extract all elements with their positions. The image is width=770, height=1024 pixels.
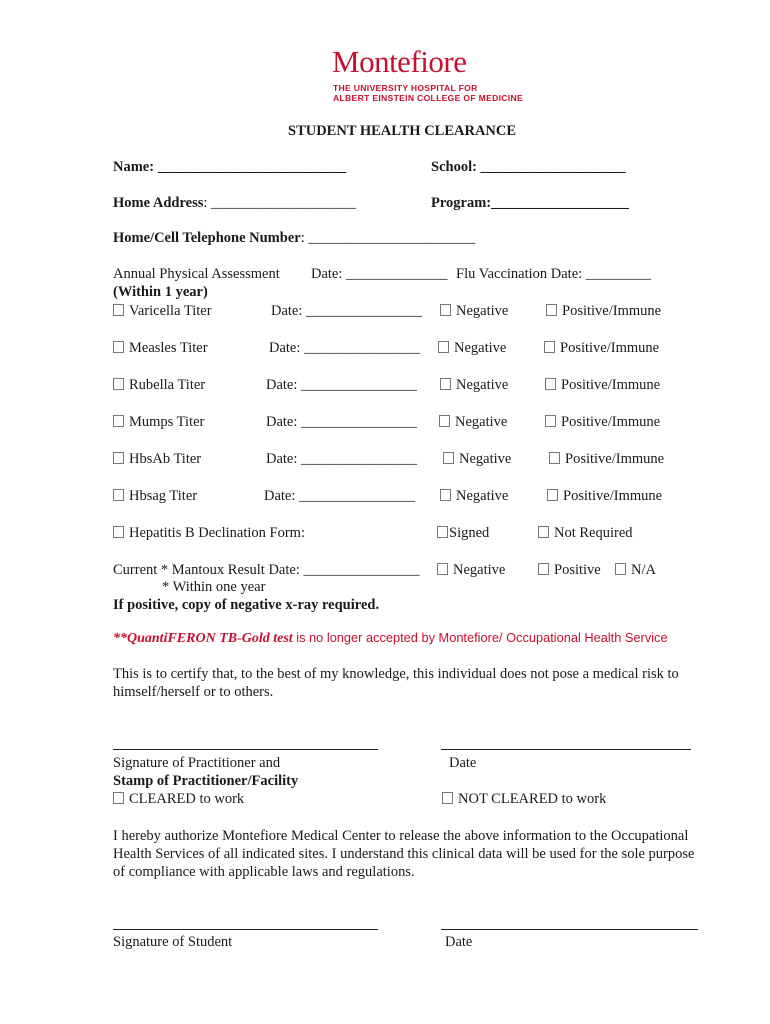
not-cleared-label: NOT CLEARED to work [458, 791, 607, 807]
practitioner-signature-line[interactable] [113, 749, 378, 750]
cleared-option[interactable] [113, 791, 244, 808]
titer-date-field[interactable]: Date: ________________ [266, 451, 418, 467]
checkbox-icon[interactable] [440, 304, 451, 316]
checkbox-icon[interactable] [440, 489, 451, 501]
titer-name: Hbsag Titer [129, 488, 198, 504]
name-field[interactable]: Name: __________________________ [113, 159, 347, 175]
na-label: N/A [631, 562, 656, 578]
titer-row-hbsag [113, 488, 197, 505]
not-required-label: Not Required [554, 525, 633, 541]
signed-option[interactable] [437, 525, 489, 542]
signed-label: Signed [449, 525, 490, 541]
negative-option[interactable] [440, 488, 508, 505]
student-date-line[interactable] [441, 929, 698, 930]
student-signature-line[interactable] [113, 929, 378, 930]
physical-assessment-label: Annual Physical Assessment [113, 266, 280, 282]
negative-option[interactable] [439, 414, 507, 431]
flu-vaccination-field[interactable]: Flu Vaccination Date: _________ [456, 266, 652, 282]
titer-row-hbsab [113, 451, 201, 468]
hepb-label-text: Hepatitis B Declination Form: [129, 525, 305, 541]
checkbox-icon[interactable] [615, 563, 626, 575]
checkbox-icon[interactable] [438, 341, 449, 353]
phone-blank: : _______________________ [300, 230, 476, 246]
mantoux-positive-option[interactable] [538, 562, 601, 579]
checkbox-icon[interactable] [546, 304, 557, 316]
phone-field[interactable] [113, 230, 475, 247]
student-date-label: Date [445, 934, 473, 950]
student-signature-label: Signature of Student [113, 934, 233, 950]
titer-row-measles [113, 340, 208, 357]
titer-name: Measles Titer [129, 340, 208, 356]
positive-label: Positive/Immune [560, 340, 660, 356]
checkbox-icon[interactable] [113, 304, 124, 316]
checkbox-icon[interactable] [113, 415, 124, 427]
mantoux-na-option[interactable] [615, 562, 656, 579]
titer-date-field[interactable]: Date: ________________ [266, 377, 418, 393]
checkbox-icon[interactable] [113, 452, 124, 464]
titer-row-mumps [113, 414, 204, 431]
logo-wordmark: Montefiore [332, 44, 467, 79]
checkbox-icon[interactable] [113, 341, 124, 353]
titer-date-field[interactable]: Date: ________________ [269, 340, 421, 356]
mantoux-within-note: * Within one year [162, 579, 266, 595]
authorization-statement: I hereby authorize Montefiore Medical Center to release the above information to the Occupational Health Services of all indicated sites. I understand this clinical data will be used for the sole purpose of compliance with applicable laws and regulations. [113, 828, 695, 880]
positive-label: Positive/Immune [561, 377, 661, 393]
practitioner-signature-label: Signature of Practitioner and [113, 755, 281, 771]
positive-option[interactable] [546, 303, 661, 320]
quantiferon-notice [113, 630, 668, 647]
not-cleared-option[interactable] [442, 791, 606, 808]
negative-label: Negative [453, 562, 506, 578]
physical-date-field[interactable]: Date: ______________ [311, 266, 448, 282]
checkbox-icon[interactable] [443, 452, 454, 464]
home-address-blank: : ____________________ [203, 195, 357, 211]
positive-option[interactable] [544, 340, 659, 357]
positive-option[interactable] [545, 414, 660, 431]
titer-name: Varicella Titer [129, 303, 212, 319]
mantoux-negative-option[interactable] [437, 562, 505, 579]
practitioner-date-line[interactable] [441, 749, 691, 750]
checkbox-icon[interactable] [545, 415, 556, 427]
checkbox-icon[interactable] [113, 378, 124, 390]
checkbox-icon[interactable] [547, 489, 558, 501]
logo-subtitle-line2: ALBERT EINSTEIN COLLEGE OF MEDICINE [333, 93, 524, 103]
titer-name: Rubella Titer [129, 377, 206, 393]
checkbox-icon[interactable] [545, 378, 556, 390]
notice-text: is no longer accepted by Montefiore/ Occupational Health Service [292, 630, 668, 645]
titer-name: Mumps Titer [129, 414, 205, 430]
titer-row-rubella [113, 377, 205, 394]
checkbox-icon[interactable] [544, 341, 555, 353]
checkbox-icon[interactable] [437, 563, 448, 575]
logo-subtitle-line1: THE UNIVERSITY HOSPITAL FOR [333, 83, 478, 93]
negative-label: Negative [456, 488, 509, 504]
positive-option[interactable] [549, 451, 664, 468]
positive-label: Positive/Immune [563, 488, 663, 504]
xray-requirement-note: If positive, copy of negative x-ray required. [113, 597, 380, 613]
positive-label: Positive/Immune [565, 451, 665, 467]
negative-label: Negative [456, 303, 509, 319]
negative-label: Negative [456, 377, 509, 393]
checkbox-icon[interactable] [549, 452, 560, 464]
titer-row-varicella [113, 303, 212, 320]
checkbox-icon[interactable] [442, 792, 453, 804]
phone-label: Home/Cell Telephone Number [113, 230, 301, 246]
certification-statement: This is to certify that, to the best of my knowledge, this individual does not pose a medical risk to himself/herself or to others. [113, 666, 679, 700]
program-field[interactable]: Program:___________________ [431, 195, 629, 211]
checkbox-icon[interactable] [538, 563, 549, 575]
positive-label: Positive/Immune [561, 414, 661, 430]
titer-date-field[interactable]: Date: ________________ [264, 488, 416, 504]
practitioner-stamp-label: Stamp of Practitioner/Facility [113, 773, 299, 789]
not-required-option[interactable] [538, 525, 633, 542]
cleared-label: CLEARED to work [129, 791, 245, 807]
checkbox-icon[interactable] [538, 526, 549, 538]
negative-option[interactable] [438, 340, 506, 357]
negative-label: Negative [454, 340, 507, 356]
positive-label: Positive/Immune [562, 303, 662, 319]
checkbox-icon[interactable] [437, 526, 448, 538]
negative-option[interactable] [440, 303, 508, 320]
negative-label: Negative [455, 414, 508, 430]
checkbox-icon[interactable] [440, 378, 451, 390]
checkbox-icon[interactable] [113, 526, 124, 538]
checkbox-icon[interactable] [113, 792, 124, 804]
positive-label: Positive [554, 562, 601, 578]
form-title: STUDENT HEALTH CLEARANCE [288, 123, 517, 139]
home-address-label: Home Address [113, 195, 204, 211]
mantoux-date-field[interactable]: Current * Mantoux Result Date: ________________ [113, 562, 420, 578]
within-one-year-note: (Within 1 year) [113, 284, 208, 300]
positive-option[interactable] [547, 488, 662, 505]
positive-option[interactable] [545, 377, 660, 394]
negative-option[interactable] [443, 451, 511, 468]
titer-date-field[interactable]: Date: ________________ [266, 414, 418, 430]
negative-option[interactable] [440, 377, 508, 394]
titer-name: HbsAb Titer [129, 451, 202, 467]
practitioner-date-label: Date [449, 755, 477, 771]
titer-date-field[interactable]: Date: ________________ [271, 303, 423, 319]
home-address-field[interactable] [113, 195, 356, 212]
negative-label: Negative [459, 451, 512, 467]
hepb-declination-label [113, 525, 305, 542]
checkbox-icon[interactable] [439, 415, 450, 427]
school-field[interactable]: School: ____________________ [431, 159, 626, 175]
checkbox-icon[interactable] [113, 489, 124, 501]
notice-emphasis: **QuantiFERON TB-Gold test [113, 631, 293, 646]
